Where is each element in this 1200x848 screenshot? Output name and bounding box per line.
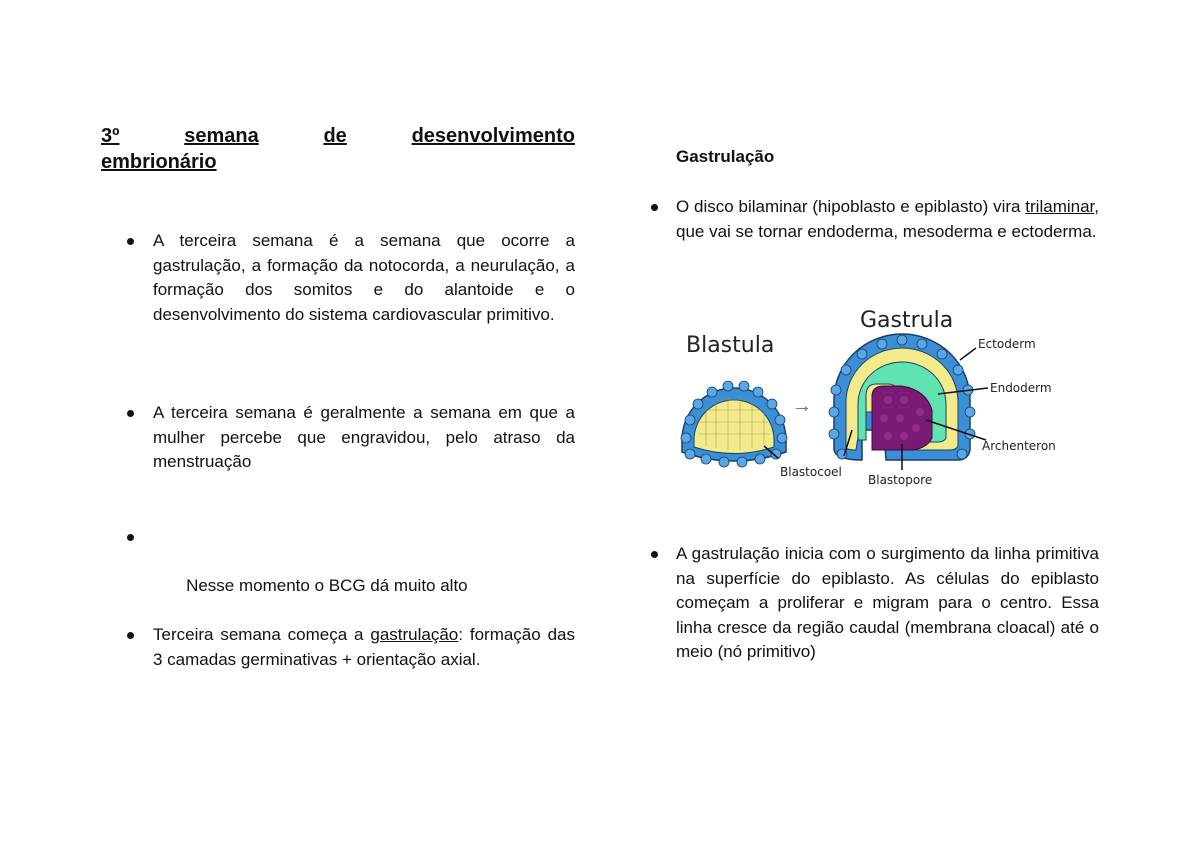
arrow-icon: →	[792, 395, 812, 417]
title-word: semana	[184, 125, 259, 147]
bullet-dot-icon	[651, 551, 658, 558]
section-title: Gastrulação	[676, 147, 775, 166]
list-item	[650, 542, 1099, 665]
title-word: 3º	[101, 125, 120, 147]
archenteron-label: Archenteron	[982, 439, 1056, 453]
blastula-shape	[681, 381, 787, 467]
bullet-text: A gastrulação inicia com o surgimento da linha primitiva na superfície do epiblasto. As células do epiblasto começam a proliferar e migram para o centro. Essa linha cresce da região caudal (membrana cloacal) até o meio (nó primitivo)	[676, 544, 1099, 661]
bullet-text: : formação das 3 camadas germinativas + orientação axial.	[153, 625, 575, 669]
gastrula-shape	[829, 334, 975, 460]
bullet-dot-icon	[127, 632, 134, 639]
bullet-text: Terceira semana começa a	[153, 625, 371, 644]
title-line-1	[101, 123, 575, 149]
bullet-text: , que vai se tornar endoderma, mesoderma e ectoderma.	[676, 197, 1099, 241]
bullet-text: Nesse momento o BCG dá muito alto	[181, 576, 468, 595]
bullet-text: A terceira semana é a semana que ocorre a gastrulação, a formação da notocorda, a neurulação, a formação dos somitos e do alantoide e o desenvolvimento do sistema cardiovascular primitivo.	[153, 231, 575, 324]
bullet-text: A terceira semana é geralmente a semana em que a mulher percebe que engravidou, pelo atraso da menstruação	[153, 403, 575, 471]
title-line-2: embrionário	[101, 151, 217, 173]
gastrula-title: Gastrula	[860, 308, 954, 333]
blastula-title: Blastula	[686, 333, 775, 358]
title-word: desenvolvimento	[411, 125, 575, 147]
list-item	[101, 525, 575, 623]
bullet-underlined-term: trilaminar	[1025, 197, 1095, 216]
list-item	[101, 623, 575, 672]
page-title	[101, 123, 575, 175]
bullet-dot-icon	[127, 238, 134, 245]
ectoderm-label: Ectoderm	[978, 337, 1036, 351]
gastrulation-figure	[676, 300, 1068, 495]
bullet-text: O disco bilaminar (hipoblasto e epiblasto) vira	[676, 197, 1026, 216]
list-item	[101, 401, 575, 475]
bullet-dot-icon	[127, 534, 134, 541]
endoderm-label: Endoderm	[990, 381, 1052, 395]
bullet-dot-icon	[127, 410, 134, 417]
bullet-underlined-term: gastrulação	[370, 625, 459, 644]
list-item	[101, 229, 575, 327]
gastrulation-diagram	[676, 300, 1068, 495]
blastopore-label: Blastopore	[868, 473, 933, 487]
blastocoel-label: Blastocoel	[780, 465, 842, 479]
title-word: de	[323, 125, 347, 147]
bullet-dot-icon	[651, 204, 658, 211]
list-item	[650, 195, 1099, 244]
